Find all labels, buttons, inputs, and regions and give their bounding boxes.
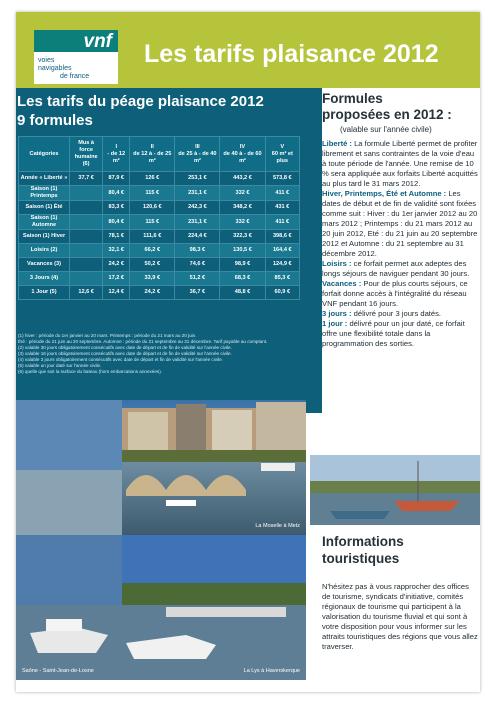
table-cell: 573,8 € xyxy=(265,172,299,186)
formule-paragraph xyxy=(322,139,478,189)
table-row xyxy=(19,186,300,201)
table-cell: 24,2 € xyxy=(103,258,130,272)
formule-term: Liberté : xyxy=(322,139,352,148)
formule-text: La formule Liberté permet de profiter librement et sans contraintes de la voie d'eau à toute période de l'année. Une remise de 10 % sera appliquée aux forfaits Liberté acquittés au plus tard le 31 mars 2012. xyxy=(322,139,478,188)
footnote: (1) hiver : période du 1er janvier au 20 mars. Printemps : période du 21 mars au 20 juin. xyxy=(18,333,197,338)
table-cell: 398,6 € xyxy=(265,230,299,244)
table-cell: 332 € xyxy=(220,215,265,230)
row-label: Saison (1) Hiver xyxy=(19,230,70,244)
table-cell: 68,3 € xyxy=(220,272,265,286)
table-cell: 32,1 € xyxy=(103,244,130,258)
informations-heading: Informations touristiques xyxy=(322,534,404,566)
footnote: Été : période du 21 juin au 20 septembre. Automne : période du 21 septembre au 31 décembre. Tarif payable au comptant. xyxy=(18,339,268,344)
column-header-line: I xyxy=(115,143,118,150)
row-label: 1 Jour (5) xyxy=(19,286,70,300)
formule-text: délivré pour un jour daté, ce forfait offre une flexibilité totale dans la programmation des sorties. xyxy=(322,319,465,348)
table-cell: 126 € xyxy=(130,172,175,186)
formule-term: 1 jour : xyxy=(322,319,348,328)
table-cell: 98,9 € xyxy=(220,258,265,272)
table-cell: 253,1 € xyxy=(175,172,220,186)
header-banner xyxy=(16,12,480,88)
table-cell xyxy=(70,215,103,230)
photo-boats-river xyxy=(310,455,480,525)
page-title: Les tarifs plaisance 2012 xyxy=(144,40,439,68)
column-header xyxy=(220,137,265,172)
table-cell: 80,4 € xyxy=(103,215,130,230)
column-header-line: de 12 à - de 25 m² xyxy=(133,150,172,164)
table-cell: 348,2 € xyxy=(220,201,265,215)
table-cell: 332 € xyxy=(220,186,265,201)
column-header xyxy=(175,137,220,172)
tariff-title: Les tarifs du péage plaisance 2012 9 formules xyxy=(17,93,264,129)
table-cell: 164,4 € xyxy=(265,244,299,258)
table-cell: 411 € xyxy=(265,215,299,230)
formules-body xyxy=(322,139,478,349)
row-label: Vacances (3) xyxy=(19,258,70,272)
row-label: Loisirs (2) xyxy=(19,244,70,258)
table-cell: 24,2 € xyxy=(130,286,175,300)
formule-paragraph xyxy=(322,319,478,349)
column-header-line: III xyxy=(195,143,200,150)
formule-paragraph xyxy=(322,309,478,319)
table-cell xyxy=(70,186,103,201)
table-cell: 120,6 € xyxy=(130,201,175,215)
footnote: (3) valable 16 jours obligatoirement consécutifs avec date de départ et de fin de validité sur l'année civile. xyxy=(18,351,232,356)
column-header-line: 60 m² et plus xyxy=(271,150,293,164)
table-cell: 12,4 € xyxy=(103,286,130,300)
table-cell xyxy=(70,272,103,286)
table-cell: 85,3 € xyxy=(265,272,299,286)
formule-text: Pour de plus courts séjours, ce forfait donne accès à l'intégralité du réseau VNF pendant 16 jours. xyxy=(322,279,468,308)
table-cell: 111,6 € xyxy=(130,230,175,244)
table-cell: 115 € xyxy=(130,215,175,230)
photo-moselle-metz xyxy=(16,400,306,535)
table-cell: 322,3 € xyxy=(220,230,265,244)
table-cell xyxy=(70,244,103,258)
table-cell: 231,1 € xyxy=(175,186,220,201)
row-label: Saison (1) Printemps xyxy=(19,186,70,201)
column-header-line: - de 12 m² xyxy=(107,150,126,164)
column-header-line: V xyxy=(280,143,285,150)
caption-losne: Saône - Saint-Jean-de-Losne xyxy=(22,668,94,674)
footnotes xyxy=(18,333,302,375)
column-header xyxy=(103,137,130,172)
table-cell: 48,8 € xyxy=(220,286,265,300)
table-cell xyxy=(70,201,103,215)
formule-term: 3 jours : xyxy=(322,309,352,318)
table-cell: 51,2 € xyxy=(175,272,220,286)
formule-term: Vacances : xyxy=(322,279,362,288)
table-cell: 242,3 € xyxy=(175,201,220,215)
footnote: (2) valable 30 jours obligatoirement consécutifs avec date de départ et de fin de validité sur l'année civile. xyxy=(18,345,232,350)
table-cell: 12,6 € xyxy=(70,286,103,300)
table-cell: 36,7 € xyxy=(175,286,220,300)
table-cell: 431 € xyxy=(265,201,299,215)
informations-body: N'hésitez pas à vous rapprocher des offices de tourisme, syndicats d'initiative, comités régionaux de tourisme qui participent à la valorisation du tourisme fluvial et qui sont à votre disposition pour vous informer sur les attraits touristiques des régions que vous allez traverser. xyxy=(322,582,478,651)
table-cell: 50,2 € xyxy=(130,258,175,272)
column-header xyxy=(70,137,103,172)
table-row xyxy=(19,286,300,300)
formule-paragraph xyxy=(322,189,478,259)
table-cell xyxy=(70,230,103,244)
formule-text: délivré pour 3 jours datés. xyxy=(351,309,442,318)
table-cell: 231,1 € xyxy=(175,215,220,230)
table-cell: 33,9 € xyxy=(130,272,175,286)
table-cell: 411 € xyxy=(265,186,299,201)
column-header xyxy=(19,137,70,172)
table-row xyxy=(19,215,300,230)
table-cell: 17,2 € xyxy=(103,272,130,286)
formules-subheading: (valable sur l'année civile) xyxy=(340,125,432,134)
column-header-line: Catégories xyxy=(29,150,59,157)
table-cell: 60,9 € xyxy=(265,286,299,300)
formule-text: ce forfait permet aux adeptes des longs séjours de naviguer pendant 30 jours. xyxy=(322,259,470,278)
table-row xyxy=(19,258,300,272)
table-row xyxy=(19,230,300,244)
table-cell: 224,4 € xyxy=(175,230,220,244)
table-row xyxy=(19,201,300,215)
column-header-line: Mus à force xyxy=(78,140,95,153)
formules-heading: Formules proposées en 2012 : xyxy=(322,91,452,122)
row-label: Année « Liberté » xyxy=(19,172,70,186)
footnote: (5) valable un jour daté sur l'année civile. xyxy=(18,363,102,368)
table-row xyxy=(19,244,300,258)
table-cell: 78,1 € xyxy=(103,230,130,244)
table-cell: 66,2 € xyxy=(130,244,175,258)
formule-paragraph xyxy=(322,259,478,279)
table-cell: 98,3 € xyxy=(175,244,220,258)
column-header xyxy=(265,137,299,172)
row-label: 3 Jours (4) xyxy=(19,272,70,286)
column-header xyxy=(130,137,175,172)
formule-text: Les dates de début et de fin de validité sont fixées comme suit : Hiver : du 1er janvier 2012 au 20 mars 2012 ; Printemps : du 21 mars 2012 au 20 juin 2012, Eté : du 21 juin au 20 septembre 2012 et Automne : du 21 septembre au 31 décembre 2012. xyxy=(322,189,478,258)
caption-metz: La Moselle à Metz xyxy=(255,523,300,529)
vnf-logo: vnf voies navigables de france xyxy=(34,30,118,84)
formule-term: Loisirs : xyxy=(322,259,352,268)
row-label: Saison (1) Automne xyxy=(19,215,70,230)
footnote: (6) quelle que soit la surface du bateau (hors embarcations annexées). xyxy=(18,369,163,374)
footnote: (4) valable 3 jours obligatoirement consécutifs avec date de départ et fin de validité sur l'année civile. xyxy=(18,357,223,362)
table-cell xyxy=(70,258,103,272)
column-header-line: de 25 à - de 40 m² xyxy=(178,150,217,164)
formule-paragraph xyxy=(322,279,478,309)
caption-haverskerque: La Lys à Haverskerque xyxy=(243,668,300,674)
table-row xyxy=(19,172,300,186)
table-cell: 130,5 € xyxy=(220,244,265,258)
table-cell: 115 € xyxy=(130,186,175,201)
column-header-line: de 40 à - de 60 m² xyxy=(223,150,262,164)
row-label: Saison (1) Été xyxy=(19,201,70,215)
table-cell: 87,9 € xyxy=(103,172,130,186)
photo-saone-losne xyxy=(16,535,306,680)
table-cell: 74,6 € xyxy=(175,258,220,272)
column-header-line: IV xyxy=(239,143,246,150)
table-cell: 37,7 € xyxy=(70,172,103,186)
table-row xyxy=(19,272,300,286)
tariff-table xyxy=(18,136,300,300)
column-header-line: humaine (6) xyxy=(74,154,98,167)
table-cell: 80,4 € xyxy=(103,186,130,201)
column-header-line: II xyxy=(150,143,154,150)
table-cell: 124,9 € xyxy=(265,258,299,272)
table-cell: 443,2 € xyxy=(220,172,265,186)
table-cell: 83,3 € xyxy=(103,201,130,215)
formule-term: Hiver, Printemps, Été et Automne : xyxy=(322,189,447,198)
